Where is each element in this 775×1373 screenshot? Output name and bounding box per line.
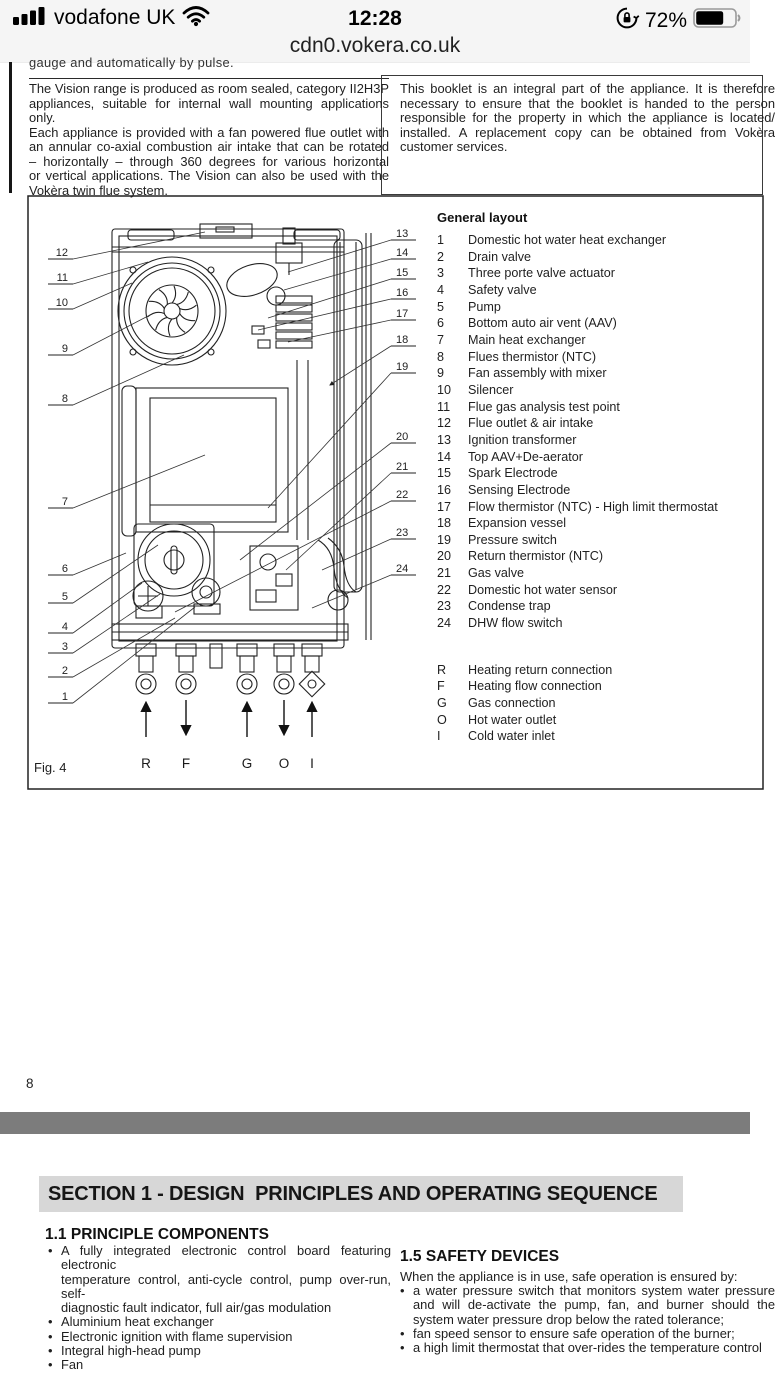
- section-title: SECTION 1 - DESIGN PRINCIPLES AND OPERATING SEQUENCE: [48, 1182, 658, 1205]
- svg-text:I: I: [310, 756, 314, 771]
- bullet-dot: •: [400, 1283, 405, 1298]
- figure-caption: Fig. 4: [34, 760, 67, 775]
- legend-row: 9 Fan assembly with mixer: [437, 366, 607, 381]
- bullet-dot: •: [48, 1328, 53, 1344]
- legend-row: I Cold water inlet: [437, 729, 555, 744]
- legend-row: 17 Flow thermistor (NTC) - High limit thermostat: [437, 499, 718, 514]
- legend-row: 10 Silencer: [437, 382, 514, 397]
- flow-arrows: [141, 700, 314, 771]
- svg-text:16: 16: [396, 287, 409, 299]
- legend-row: 1 Domestic hot water heat exchanger: [437, 233, 667, 247]
- intro-paragraph-left: The Vision range is produced as room sealed, category II2H3P appliances, suitable for internal wall mounting applications only. Each appliance is provided with a fan powered flue outlet with an annular co-axial combustion air intake that can be rotated – horizontally – through 360 degrees for various horizontal or vertical applications. The Vision can also be used with the Vokèra twin flue system.: [29, 81, 389, 198]
- legend-row: 23 Condense trap: [437, 599, 551, 614]
- figure-legend: [437, 210, 752, 745]
- bullet-dot: •: [400, 1325, 405, 1341]
- svg-text:23: 23: [396, 527, 409, 539]
- svg-text:2: 2: [61, 665, 68, 677]
- legend-row: 8 Flues thermistor (NTC): [437, 349, 597, 364]
- svg-text:18: 18: [396, 334, 409, 346]
- safety-intro-line: When the appliance is in use, safe operation is ensured by:: [400, 1269, 738, 1284]
- page-number: 8: [26, 1076, 34, 1091]
- legend-title: General layout: [437, 210, 528, 225]
- bullet-dot: •: [48, 1314, 53, 1330]
- components-heading: 1.1 PRINCIPLE COMPONENTS: [45, 1226, 269, 1243]
- svg-text:19: 19: [396, 361, 409, 373]
- legend-row: 21 Gas valve: [437, 566, 524, 581]
- svg-text:3: 3: [61, 641, 68, 653]
- svg-text:21: 21: [396, 461, 409, 473]
- clock: 12:28: [348, 7, 402, 30]
- svg-text:G: G: [241, 756, 253, 771]
- bullet-dot: •: [48, 1357, 53, 1373]
- svg-text:O: O: [278, 756, 290, 771]
- legend-row: 16 Sensing Electrode: [437, 482, 571, 497]
- legend-row: 2 Drain valve: [437, 249, 531, 264]
- svg-text:1: 1: [61, 691, 68, 703]
- legend-row: 18 Expansion vessel: [437, 516, 567, 531]
- legend-row: 24 DHW flow switch: [437, 616, 563, 631]
- svg-text:4: 4: [61, 621, 68, 633]
- svg-text:5: 5: [61, 591, 68, 603]
- legend-row: O Hot water outlet: [437, 712, 557, 727]
- legend-row: 19 Pressure switch: [437, 532, 557, 547]
- legend-row: 15 Spark Electrode: [437, 466, 558, 481]
- legend-row: R Heating return connection: [437, 662, 613, 677]
- svg-text:20: 20: [396, 431, 409, 443]
- legend-items: [437, 232, 752, 632]
- svg-text:11: 11: [56, 272, 68, 284]
- url-bar[interactable]: cdn0.vokera.co.uk: [289, 34, 461, 57]
- legend-row: 5 Pump: [437, 299, 501, 314]
- svg-text:13: 13: [396, 228, 409, 240]
- legend-row: 4 Safety valve: [437, 282, 537, 297]
- svg-text:7: 7: [61, 496, 68, 508]
- svg-text:8: 8: [61, 393, 68, 405]
- svg-text:17: 17: [396, 308, 409, 320]
- bullet-dot: •: [48, 1243, 53, 1258]
- legend-row: 6 Bottom auto air vent (AAV): [437, 316, 617, 331]
- section-header-bar: [39, 1176, 683, 1212]
- legend-row: 12 Flue outlet & air intake: [437, 416, 594, 431]
- intro-paragraph-right: This booklet is an integral part of the appliance. It is therefore necessary to ensure that the booklet is handed to the person responsible for the property in which the appliance is located/ installed. A replacement copy can be obtained from Vokèra customer services.: [400, 81, 775, 155]
- components-bullet-list: • A fully integrated electronic control board featuring electronic temperature control, anti-cycle control, pump over-run, self- diagnostic fault indicator, full air/gas modulation • Aluminium heat exchanger • Electronic ignition with flame supervision • Integral high-head pump • Fan: [48, 1243, 391, 1373]
- legend-row: 14 Top AAV+De-aerator: [437, 449, 583, 464]
- svg-text:14: 14: [396, 247, 409, 259]
- legend-row: F Heating flow connection: [437, 679, 602, 694]
- legend-row: 20 Return thermistor (NTC): [437, 549, 604, 564]
- legend-row: 11 Flue gas analysis test point: [437, 399, 620, 414]
- svg-text:15: 15: [396, 267, 409, 279]
- bullet-dot: •: [48, 1343, 53, 1359]
- svg-text:12: 12: [55, 247, 68, 259]
- carrier-label: vodafone UK: [54, 6, 176, 29]
- svg-text:R: R: [141, 756, 151, 771]
- svg-text:6: 6: [61, 563, 68, 575]
- svg-text:F: F: [181, 756, 191, 771]
- safety-bullet-list: • a water pressure switch that monitors system water pressure and will de-activate the pump, fan, and burner should the system water pressure drop below the rated tolerance; • fan speed sensor to ensure safe operation of the burner; • a high limit thermostat that over-rides the temperature control: [400, 1283, 775, 1356]
- legend-row: G Gas connection: [437, 696, 556, 711]
- legend-row: 3 Three porte valve actuator: [437, 266, 616, 281]
- battery-percent-label: 72%: [644, 8, 687, 32]
- clipped-text-line: gauge and automatically by pulse.: [29, 55, 234, 70]
- svg-text:24: 24: [396, 563, 409, 575]
- svg-text:10: 10: [55, 297, 68, 309]
- legend-row: 22 Domestic hot water sensor: [437, 582, 618, 597]
- legend-row: 7 Main heat exchanger: [437, 332, 586, 347]
- legend-row: 13 Ignition transformer: [437, 432, 577, 447]
- svg-text:22: 22: [396, 489, 409, 501]
- safety-heading: 1.5 SAFETY DEVICES: [400, 1248, 560, 1265]
- legend-connections: [437, 662, 752, 745]
- separator-band: [0, 1112, 750, 1134]
- bullet-dot: •: [400, 1340, 405, 1356]
- svg-text:9: 9: [61, 343, 68, 355]
